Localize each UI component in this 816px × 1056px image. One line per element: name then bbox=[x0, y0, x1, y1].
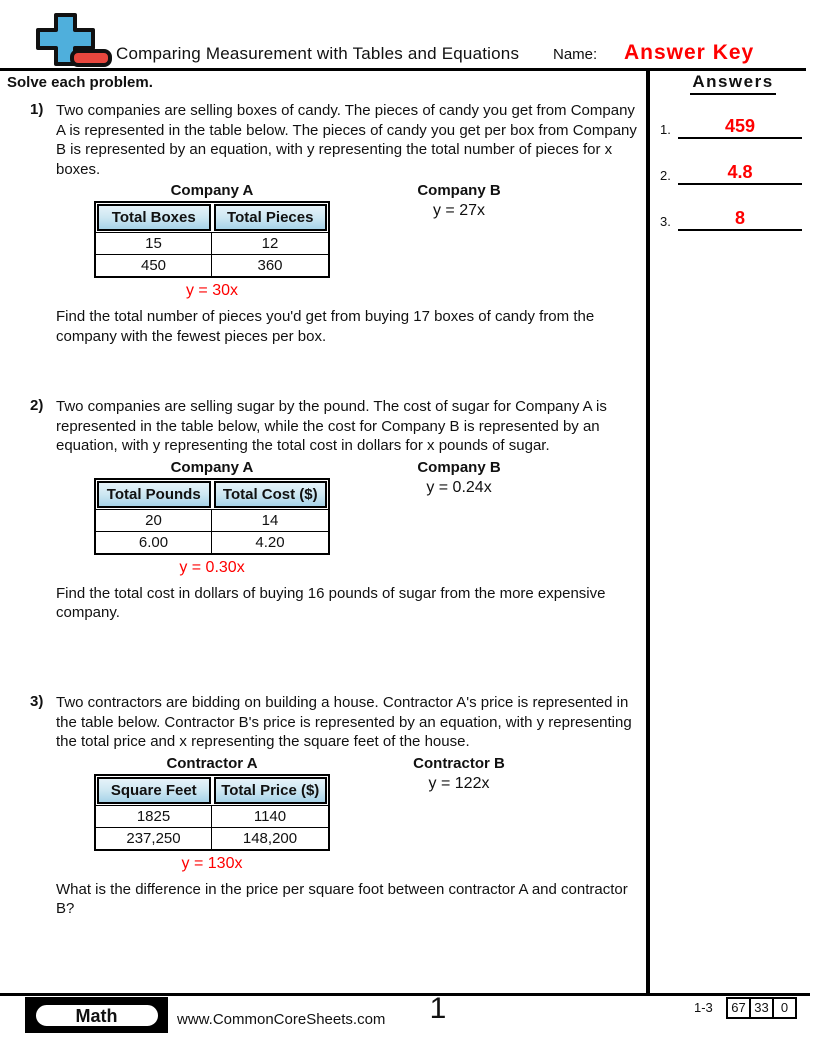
table-cell: 14 bbox=[212, 509, 328, 531]
company-b-block bbox=[374, 182, 544, 220]
answer-equation: y = 30x bbox=[185, 282, 239, 299]
companies-row bbox=[56, 182, 646, 300]
plus-minus-logo-icon bbox=[25, 11, 115, 69]
score-cell: 33 bbox=[749, 997, 774, 1019]
answer-value: 459 bbox=[678, 116, 802, 139]
table-header-row bbox=[96, 203, 328, 232]
problem-number: 3) bbox=[30, 693, 44, 710]
table-cell: 237,250 bbox=[96, 827, 212, 849]
answer-number: 2. bbox=[660, 168, 671, 183]
problem-2 bbox=[30, 397, 646, 623]
company-b-title: Company B bbox=[417, 182, 501, 199]
table-cell: 360 bbox=[212, 254, 328, 276]
table-cell: 12 bbox=[212, 232, 328, 254]
score-cell: 67 bbox=[726, 997, 751, 1019]
contractor-a-block bbox=[94, 755, 330, 873]
problem-number: 2) bbox=[30, 397, 44, 414]
table-title: Company A bbox=[170, 458, 254, 476]
problem-number: 1) bbox=[30, 101, 44, 118]
table-header-cell: Total Pieces bbox=[214, 204, 328, 231]
table-header-cell: Total Cost ($) bbox=[214, 481, 328, 508]
name-value-answer-key: Answer Key bbox=[624, 41, 755, 64]
answer-value: 4.8 bbox=[678, 162, 802, 185]
problem-question: Find the total cost in dollars of buying 16 pounds of sugar from the more expensive company. bbox=[56, 584, 606, 621]
table-body bbox=[96, 805, 328, 849]
page-number: 1 bbox=[429, 992, 447, 1025]
problem-text: Two contractors are bidding on building a house. Contractor A's price is represented in the table below. Contractor B's price is represented by an equation, with y representing the total price and x representing the square feet of the house. bbox=[56, 694, 632, 750]
answers-heading: Answers bbox=[690, 72, 775, 95]
table-cell: 1825 bbox=[96, 805, 212, 827]
table-header-cell: Total Boxes bbox=[97, 204, 211, 231]
company-b-equation: y = 0.24x bbox=[426, 478, 492, 496]
header-divider bbox=[0, 68, 806, 71]
answer-equation: y = 0.30x bbox=[179, 558, 245, 576]
table-title: Contractor A bbox=[166, 754, 258, 772]
answer-row-1 bbox=[660, 115, 802, 139]
problem-text: Two companies are selling sugar by the pound. The cost of sugar for Company A is represented in the table below, while the cost for Company B is represented by an equation, with y representing the total cost in dollars for x pounds of sugar. bbox=[56, 398, 607, 454]
problem-3 bbox=[30, 693, 646, 919]
table-cell: 6.00 bbox=[96, 531, 212, 553]
answer-equation: y = 130x bbox=[181, 854, 243, 872]
company-b-block bbox=[374, 459, 544, 497]
answers-heading-wrap bbox=[658, 72, 808, 95]
answer-value: 8 bbox=[678, 208, 802, 231]
score-cell: 0 bbox=[772, 997, 797, 1019]
table-body bbox=[96, 509, 328, 553]
company-a-block bbox=[94, 182, 330, 300]
company-b-title: Company B bbox=[417, 458, 501, 476]
problem-1 bbox=[30, 101, 646, 346]
problem-text: Two companies are selling boxes of candy. The pieces of candy you get from Company A is represented in the table below. The pieces of candy you get per box from Company B is represented by an equation, with y representing the total number of pieces for x boxes. bbox=[56, 102, 637, 178]
contractor-b-equation: y = 122x bbox=[428, 774, 490, 792]
table-title: Company A bbox=[170, 182, 254, 199]
table-cell: 4.20 bbox=[212, 531, 328, 553]
companies-row bbox=[56, 459, 646, 577]
table-body bbox=[96, 232, 328, 276]
subject-label: Math bbox=[33, 1002, 161, 1029]
problem-range: 1-3 bbox=[694, 1000, 713, 1015]
problem-body bbox=[56, 101, 646, 346]
problem-question: What is the difference in the price per square foot between contractor A and contractor B? bbox=[56, 880, 628, 917]
instructions: Solve each problem. bbox=[7, 74, 153, 91]
answer-number: 1. bbox=[660, 122, 671, 137]
answers-column-divider bbox=[646, 71, 650, 993]
table-cell: 15 bbox=[96, 232, 212, 254]
answer-number: 3. bbox=[660, 214, 671, 229]
company-b-equation: y = 27x bbox=[432, 202, 486, 219]
table-header-row bbox=[96, 480, 328, 509]
table-header-row bbox=[96, 776, 328, 805]
contractor-b-title: Contractor B bbox=[413, 754, 505, 772]
data-table bbox=[94, 774, 330, 851]
problem-body bbox=[56, 397, 646, 623]
answer-row-2 bbox=[660, 161, 802, 185]
table-cell: 450 bbox=[96, 254, 212, 276]
table-header-cell: Total Pounds bbox=[97, 481, 211, 508]
table-header-cell: Total Price ($) bbox=[214, 777, 328, 804]
table-header-cell: Square Feet bbox=[97, 777, 211, 804]
name-label: Name: bbox=[553, 46, 598, 63]
companies-row bbox=[56, 755, 646, 873]
data-table bbox=[94, 478, 330, 555]
answer-row-3 bbox=[660, 207, 802, 231]
company-a-block bbox=[94, 459, 330, 577]
problem-body bbox=[56, 693, 646, 919]
minus-icon bbox=[72, 51, 110, 65]
contractor-b-block bbox=[374, 755, 544, 793]
table-cell: 1140 bbox=[212, 805, 328, 827]
data-table bbox=[94, 201, 330, 278]
page-title: Comparing Measurement with Tables and Equations bbox=[116, 44, 520, 63]
score-table bbox=[726, 997, 797, 1019]
table-cell: 148,200 bbox=[212, 827, 328, 849]
problem-question: Find the total number of pieces you'd get from buying 17 boxes of candy from the company with the fewest pieces per box. bbox=[56, 308, 595, 345]
subject-badge bbox=[25, 997, 168, 1033]
website-link: www.CommonCoreSheets.com bbox=[177, 1011, 386, 1028]
table-cell: 20 bbox=[96, 509, 212, 531]
